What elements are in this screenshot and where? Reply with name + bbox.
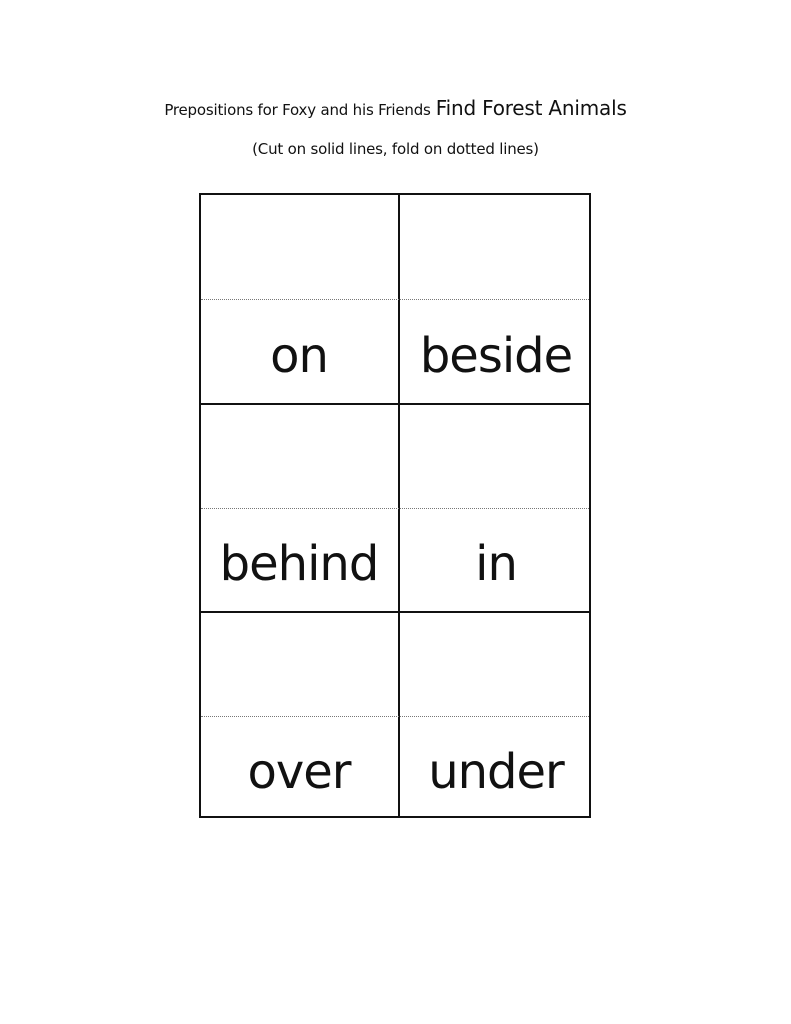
fold-line [201,299,589,300]
vertical-cut-line [398,195,400,816]
page-title [0,96,791,120]
card-word-on: on [270,328,328,384]
title-main: Find Forest Animals [435,96,627,120]
horizontal-cut-line [201,403,589,405]
horizontal-cut-line [201,611,589,613]
card-word-behind: behind [219,536,379,592]
card-grid [199,193,591,818]
fold-line [201,508,589,509]
instructions: (Cut on solid lines, fold on dotted lines) [252,140,539,158]
card-word-under: under [428,744,564,800]
card-word-beside: beside [419,328,573,384]
card-word-over: over [247,744,351,800]
card-word-in: in [475,536,517,592]
title-prefix: Prepositions for Foxy and his Friends [164,101,431,119]
fold-line [201,716,589,717]
